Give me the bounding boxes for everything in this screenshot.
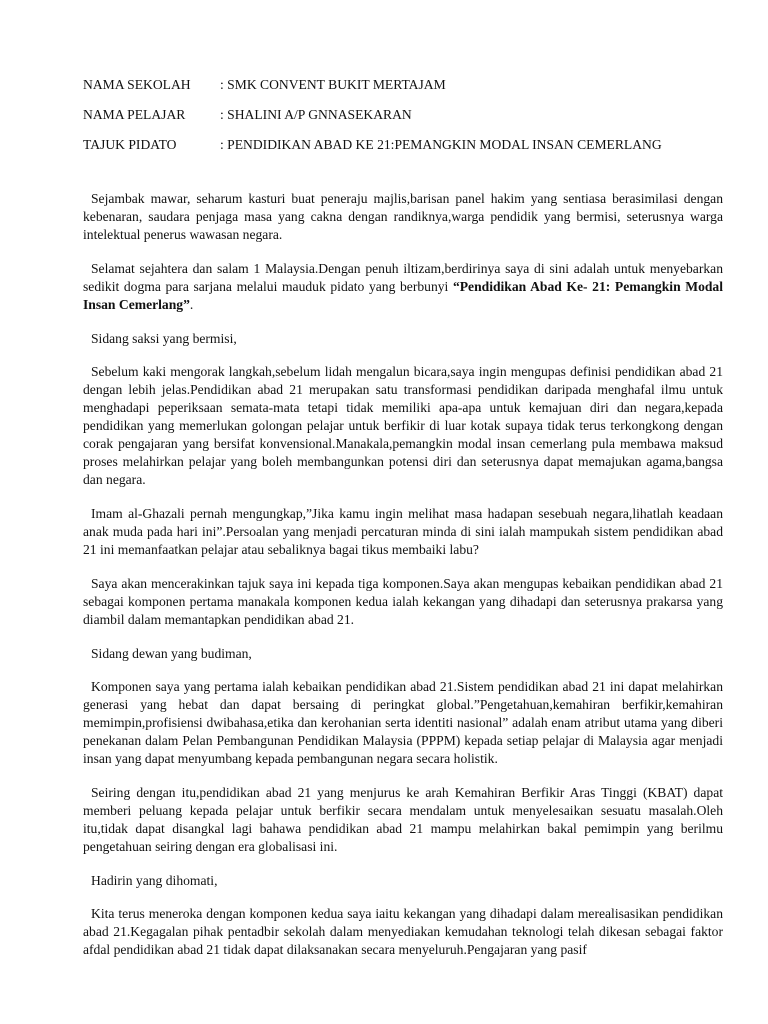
paragraph-kbat: Seiring dengan itu,pendidikan abad 21 yang menjurus ke arah Kemahiran Berfikir Aras Tinggi (KBAT) dapat memberi peluang kepada pelajar untuk berfikir secara mendalam untuk menyelesaikan sesuatu masalah.Oleh itu,tidak dapat disangkal lagi bahawa pendidikan abad 21 mampu melahirkan bakal pemimpin yang berilmu pengetahuan seiring dengan era globalisasi ini.: [83, 785, 723, 854]
speech-title-label: TAJUK PIDATO: [83, 137, 177, 152]
paragraph-benefits: Komponen saya yang pertama ialah kebaikan pendidikan abad 21.Sistem pendidikan abad 21 ini dapat melahirkan generasi yang hebat dan dapat bersaing di peringkat global.”Pengetahuan,kemahiran berfikir,kemahiran memimpin,profisiensi dwibahasa,etika dan kerohanian serta identiti nasional” adalah enam atribut utama yang diberi penekanan dalam Pelan Pembangunan Pendidikan Malaysia (PPPM) kepada setiap pelajar di Malaysia agar menjadi insan yang dapat menyumbang kepada pembangunan negara secara holistik.: [83, 679, 723, 766]
intro-text: Selamat sejahtera dan salam 1 Malaysia.Dengan penuh iltizam,berdirinya saya di sini adalah untuk menyebarkan sedikit dogma para sarjana melalui mauduk pidato yang berbunyi: [83, 261, 723, 294]
paragraph-address-3: Hadirin yang dihomati,: [91, 873, 218, 888]
speech-topic-bold: “Pendidikan Abad Ke- 21: Pemangkin Modal Insan Cemerlang”: [83, 279, 723, 312]
intro-end: .: [189, 297, 194, 312]
student-name-value: : SHALINI A/P GNNASEKARAN: [220, 107, 412, 122]
school-name-label: NAMA SEKOLAH: [83, 77, 191, 92]
paragraph-address-2: Sidang dewan yang budiman,: [91, 646, 252, 661]
paragraph-address-1: Sidang saksi yang bermisi,: [91, 331, 237, 346]
student-name-label: NAMA PELAJAR: [83, 107, 186, 122]
speech-title-value: : PENDIDIKAN ABAD KE 21:PEMANGKIN MODAL INSAN CEMERLANG: [220, 137, 662, 152]
paragraph-quote: Imam al-Ghazali pernah mengungkap,”Jika kamu ingin melihat masa hadapan sesebuah negara,lihatlah keadaan anak muda pada hari ini”.Persoalan yang menjadi percaturan minda di sini ialah mampukah sistem pendidikan abad 21 ini memanfaatkan pelajar atau sebaliknya bagai tikus membaiki labu?: [83, 506, 723, 557]
paragraph-components: Saya akan mencerakinkan tajuk saya ini kepada tiga komponen.Saya akan mengupas kebaikan pendidikan abad 21 sebagai komponen pertama manakala komponen kedua ialah kekangan yang dihadapi dan seterusnya prakarsa yang diambil dalam memantapkan pendidikan abad 21.: [83, 576, 723, 627]
paragraph-definition: Sebelum kaki mengorak langkah,sebelum lidah mengalun bicara,saya ingin mengupas definisi pendidikan abad 21 dengan lebih jelas.Pendidikan abad 21 merupakan satu transformasi pendidikan daripada menghafal ilmu untuk menghadapi peperiksaan semata-mata tetapi tidak memiliki apa-apa untuk kemajuan diri dan negara,kepada pendidikan yang memerlukan golongan pelajar untuk berfikir di luar kotak supaya tidak terus terkongkong dengan corak pengajaran yang bersifat konvensional.Manakala,pemangkin modal insan cemerlang pula membawa maksud proses melahirkan pelajar yang boleh membangunkan potensi diri dan seterusnya dapat memajukan agama,bangsa dan negara.: [83, 364, 723, 487]
speech-body: [83, 190, 723, 975]
paragraph-introduction: [83, 260, 723, 314]
paragraph-greeting: Sejambak mawar, seharum kasturi buat peneraju majlis,barisan panel hakim yang sentiasa berasimilasi dengan kebenaran, saudara penjaga masa yang cakna dengan randiknya,warga pendidik yang bermisi, seterusnya warga intelektual penerus wawasan negara.: [83, 191, 723, 242]
school-name-value: : SMK CONVENT BUKIT MERTAJAM: [220, 77, 446, 92]
paragraph-challenges: Kita terus meneroka dengan komponen kedua saya iaitu kekangan yang dihadapi dalam merealisasikan pendidikan abad 21.Kegagalan pihak pentadbir sekolah dalam menyediakan kemudahan teknologi telah dikesan sebagai faktor afdal pendidikan abad 21 tidak dapat dilaksanakan secara menyeluruh.Pengajaran yang pasif: [83, 906, 723, 957]
